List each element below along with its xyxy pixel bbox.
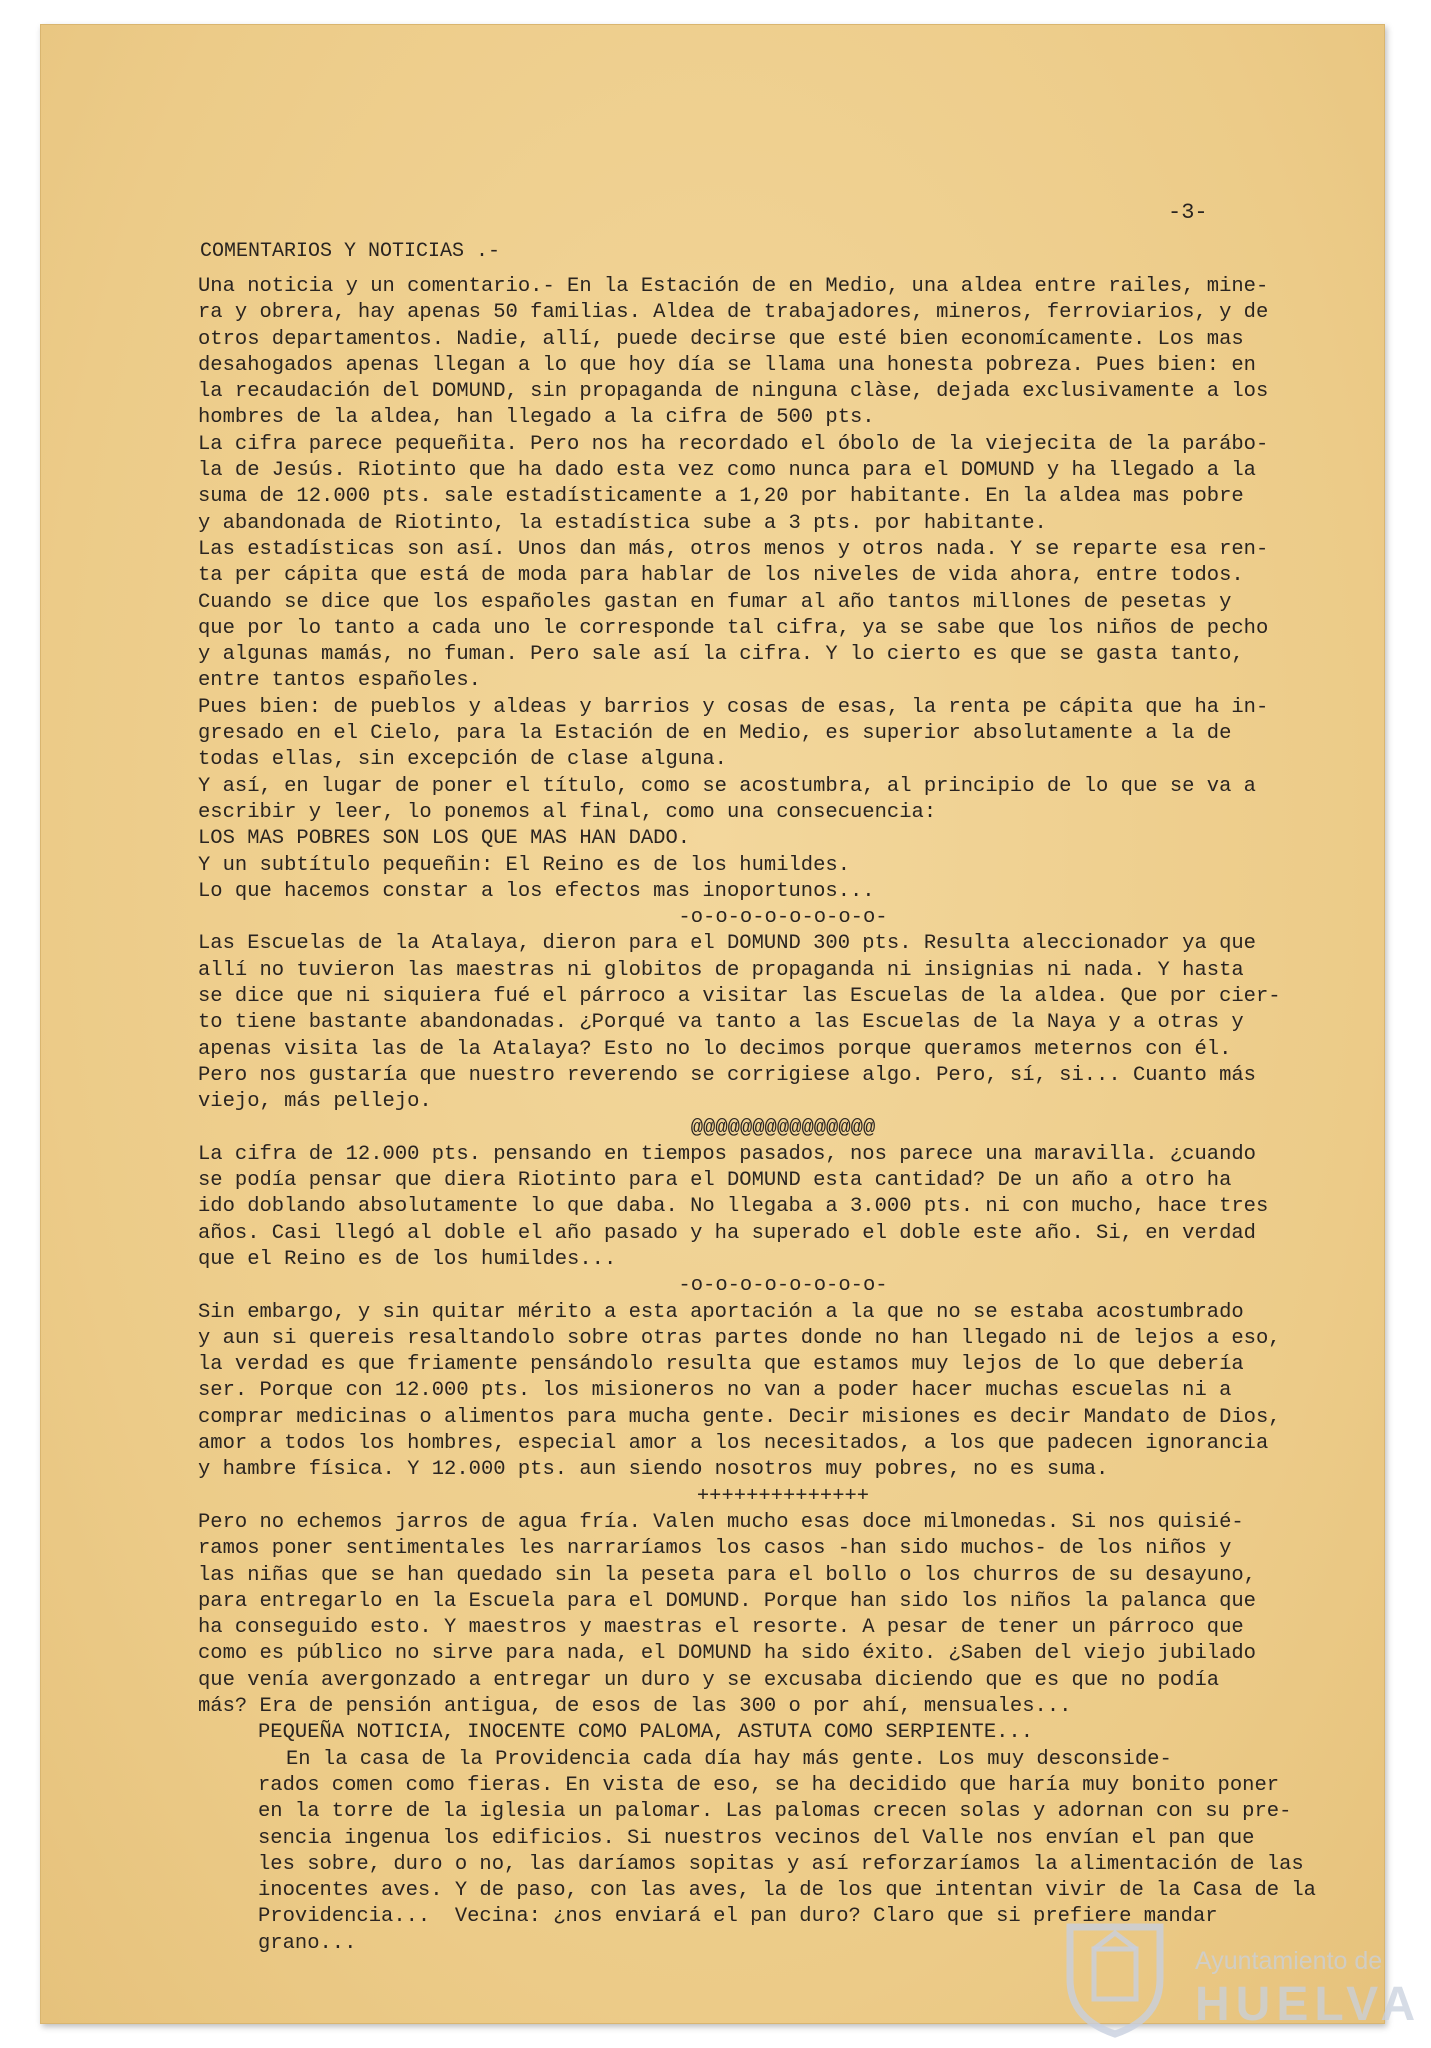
- watermark-logo: [1060, 1919, 1422, 2039]
- text-line: y abandonada de Riotinto, la estadística sube a 3 pts. por habitante.: [198, 511, 1047, 535]
- document-page: [40, 24, 1422, 2031]
- text-line: desahogados apenas llegan a lo que hoy día se llama una honesta pobreza. Pues bien: en: [198, 353, 1256, 377]
- text-line: se dice que ni siquiera fué el párroco a visitar las Escuelas de la aldea. Que por cier-: [198, 985, 1281, 1009]
- text-line: ramos poner sentimentales les narraríamos los casos -han sido muchos- de los niños y: [198, 1537, 1232, 1561]
- text-line: y hambre física. Y 12.000 pts. aun siendo nosotros muy pobres, no es suma.: [198, 1458, 1109, 1482]
- text-line: todas ellas, sin excepción de clase alguna.: [198, 748, 727, 772]
- city-shield-icon: [1060, 1919, 1170, 2039]
- text-line: las niñas que se han quedado sin la peseta para el bollo o los churros de su desayuno,: [198, 1563, 1256, 1587]
- text-line: Pero no echemos jarros de agua fría. Valen mucho esas doce milmonedas. Si nos quisié-: [198, 1510, 1244, 1534]
- text-line: entre tantos españoles.: [198, 669, 481, 693]
- text-line: ta per cápita que está de moda para hablar de los niveles de vida ahora, entre todos.: [198, 564, 1244, 588]
- text-line: les sobre, duro o no, las daríamos sopitas y así reforzaríamos la alimentación de las: [258, 1852, 1304, 1876]
- watermark-text-line1: Ayuntamiento de: [1195, 1947, 1383, 1975]
- watermark-text-line2: HUELVA: [1195, 1978, 1422, 2031]
- text-line: se podía pensar que diera Riotinto para el DOMUND esta cantidad? De un año a otro ha: [198, 1169, 1232, 1193]
- text-line: Y así, en lugar de poner el título, como se acostumbra, al principio de lo que se va a: [198, 774, 1256, 798]
- text-line: gresado en el Cielo, para la Estación de en Medio, es superior absolutamente a la de: [198, 722, 1232, 746]
- text-line: la recaudación del DOMUND, sin propaganda de ninguna clàse, dejada exclusivamente a los: [198, 380, 1269, 404]
- text-line: viejo, más pellejo.: [198, 1090, 432, 1114]
- text-line: la verdad es que friamente pensándolo resulta que estamos muy lejos de lo que debería: [198, 1353, 1244, 1377]
- text-line: la de Jesús. Riotinto que ha dado esta vez como nunca para el DOMUND y ha llegado a la: [198, 459, 1256, 483]
- text-line: Una noticia y un comentario.- En la Estación de en Medio, una aldea entre railes, mine-: [198, 275, 1269, 298]
- text-line: en la torre de la iglesia un palomar. Las palomas crecen solas y adornan con su pre-: [258, 1800, 1292, 1824]
- text-line: ra y obrera, hay apenas 50 familias. Aldea de trabajadores, mineros, ferroviarios, y de: [198, 301, 1269, 325]
- text-line: Sin embargo, y sin quitar mérito a esta aportación a la que no se estaba acostumbrado: [198, 1300, 1244, 1324]
- separator: -o-o-o-o-o-o-o-o-: [678, 1274, 888, 1298]
- text-line: ido doblando absolutamente lo que daba. No llegaba a 3.000 pts. ni con mucho, hace tres: [198, 1195, 1269, 1219]
- text-line: hombres de la aldea, han llegado a la cifra de 500 pts.: [198, 406, 875, 430]
- text-line: que por lo tanto a cada uno le corresponde tal cifra, ya se sabe que los niños de pecho: [198, 616, 1269, 640]
- text-line: amor a todos los hombres, especial amor a los necesitados, a los que padecen ignorancia: [198, 1432, 1269, 1456]
- text-line: apenas visita las de la Atalaya? Esto no lo decimos porque queramos meternos con él.: [198, 1037, 1232, 1061]
- text-line: suma de 12.000 pts. sale estadísticamente a 1,20 por habitante. En la aldea mas pobre: [198, 485, 1244, 509]
- text-line: que el Reino es de los humildes...: [198, 1247, 617, 1271]
- text-line: allí no tuvieron las maestras ni globitos de propaganda ni insignias ni nada. Y hasta: [198, 958, 1244, 982]
- text-line: más? Era de pensión antigua, de esos de las 300 o por ahí, mensuales...: [198, 1695, 1072, 1719]
- text-line: LOS MAS POBRES SON LOS QUE MAS HAN DADO.: [198, 827, 691, 851]
- document-body: [198, 274, 1368, 1957]
- text-line: ha conseguido esto. Y maestros y maestras el resorte. A pesar de tener un párroco que: [198, 1616, 1244, 1640]
- text-line: Pero nos gustaría que nuestro reverendo se corrigiese algo. Pero, sí, si... Cuanto más: [198, 1063, 1256, 1087]
- text-line: ser. Porque con 12.000 pts. los misioneros no van a poder hacer muchas escuelas ni a: [198, 1379, 1232, 1403]
- text-line: y algunas mamás, no fuman. Pero sale así la cifra. Y lo cierto es que se gasta tanto,: [198, 643, 1244, 667]
- text-line: Cuando se dice que los españoles gastan en fumar al año tantos millones de pesetas y: [198, 590, 1232, 614]
- text-line: y aun si quereis resaltandolo sobre otras partes donde no han llegado ni de lejos a eso,: [198, 1326, 1281, 1350]
- text-line: años. Casi llegó al doble el año pasado y ha superado el doble este año. Si, en verdad: [198, 1221, 1256, 1245]
- text-line: En la casa de la Providencia cada día hay más gente. Los muy desconside-: [286, 1747, 1172, 1771]
- text-line: Lo que hacemos constar a los efectos mas inoportunos...: [198, 879, 875, 903]
- text-line: sencia ingenua los edificios. Si nuestros vecinos del Valle nos envían el pan que: [258, 1826, 1255, 1850]
- separator: ++++++++++++++: [696, 1484, 870, 1508]
- subheading: PEQUEÑA NOTICIA, INOCENTE COMO PALOMA, ASTUTA COMO SERPIENTE...: [258, 1721, 1034, 1745]
- separator: -o-o-o-o-o-o-o-o-: [678, 906, 888, 930]
- section-heading: COMENTARIOS Y NOTICIAS .-: [200, 240, 501, 263]
- text-line: inocentes aves. Y de paso, con las aves, la de los que intentan vivir de la Casa de la: [258, 1879, 1316, 1903]
- page-number: -3-: [1168, 200, 1208, 225]
- text-line: otros departamentos. Nadie, allí, puede decirse que esté bien economícamente. Los mas: [198, 327, 1244, 351]
- text-line: La cifra parece pequeñita. Pero nos ha recordado el óbolo de la viejecita de la parábo-: [198, 432, 1269, 456]
- text-line: comprar medicinas o alimentos para mucha gente. Decir misiones es decir Mandato de Dios,: [198, 1405, 1281, 1429]
- text-line: que venía avergonzado a entregar un duro y se excusaba diciendo que es que no podía: [198, 1668, 1220, 1692]
- text-line: escribir y leer, lo ponemos al final, como una consecuencia:: [198, 800, 937, 824]
- text-line: Las estadísticas son así. Unos dan más, otros menos y otros nada. Y se reparte esa ren-: [198, 537, 1269, 561]
- text-line: rados comen como fieras. En vista de eso, se ha decidido que haría muy bonito poner: [258, 1773, 1280, 1797]
- text-line: grano...: [258, 1931, 357, 1955]
- text-line: Providencia... Vecina: ¿nos enviará el pan duro? Claro que si prefiere mandar: [258, 1905, 1218, 1929]
- text-line: to tiene bastante abandonadas. ¿Porqué va tanto a las Escuelas de la Naya y a otras y: [198, 1011, 1244, 1035]
- text-line: Y un subtítulo pequeñin: El Reino es de los humildes.: [198, 853, 851, 877]
- separator: @@@@@@@@@@@@@@@: [690, 1116, 876, 1140]
- text-line: La cifra de 12.000 pts. pensando en tiempos pasados, nos parece una maravilla. ¿cuando: [198, 1142, 1256, 1166]
- text-line: Pues bien: de pueblos y aldeas y barrios y cosas de esas, la renta pe cápita que ha in-: [198, 695, 1269, 719]
- text-line: para entregarlo en la Escuela para el DOMUND. Porque han sido los niños la palanca que: [198, 1589, 1256, 1613]
- text-line: como es público no sirve para nada, el DOMUND ha sido éxito. ¿Saben del viejo jubilado: [198, 1642, 1256, 1666]
- text-line: Las Escuelas de la Atalaya, dieron para el DOMUND 300 pts. Resulta aleccionador ya que: [198, 932, 1256, 956]
